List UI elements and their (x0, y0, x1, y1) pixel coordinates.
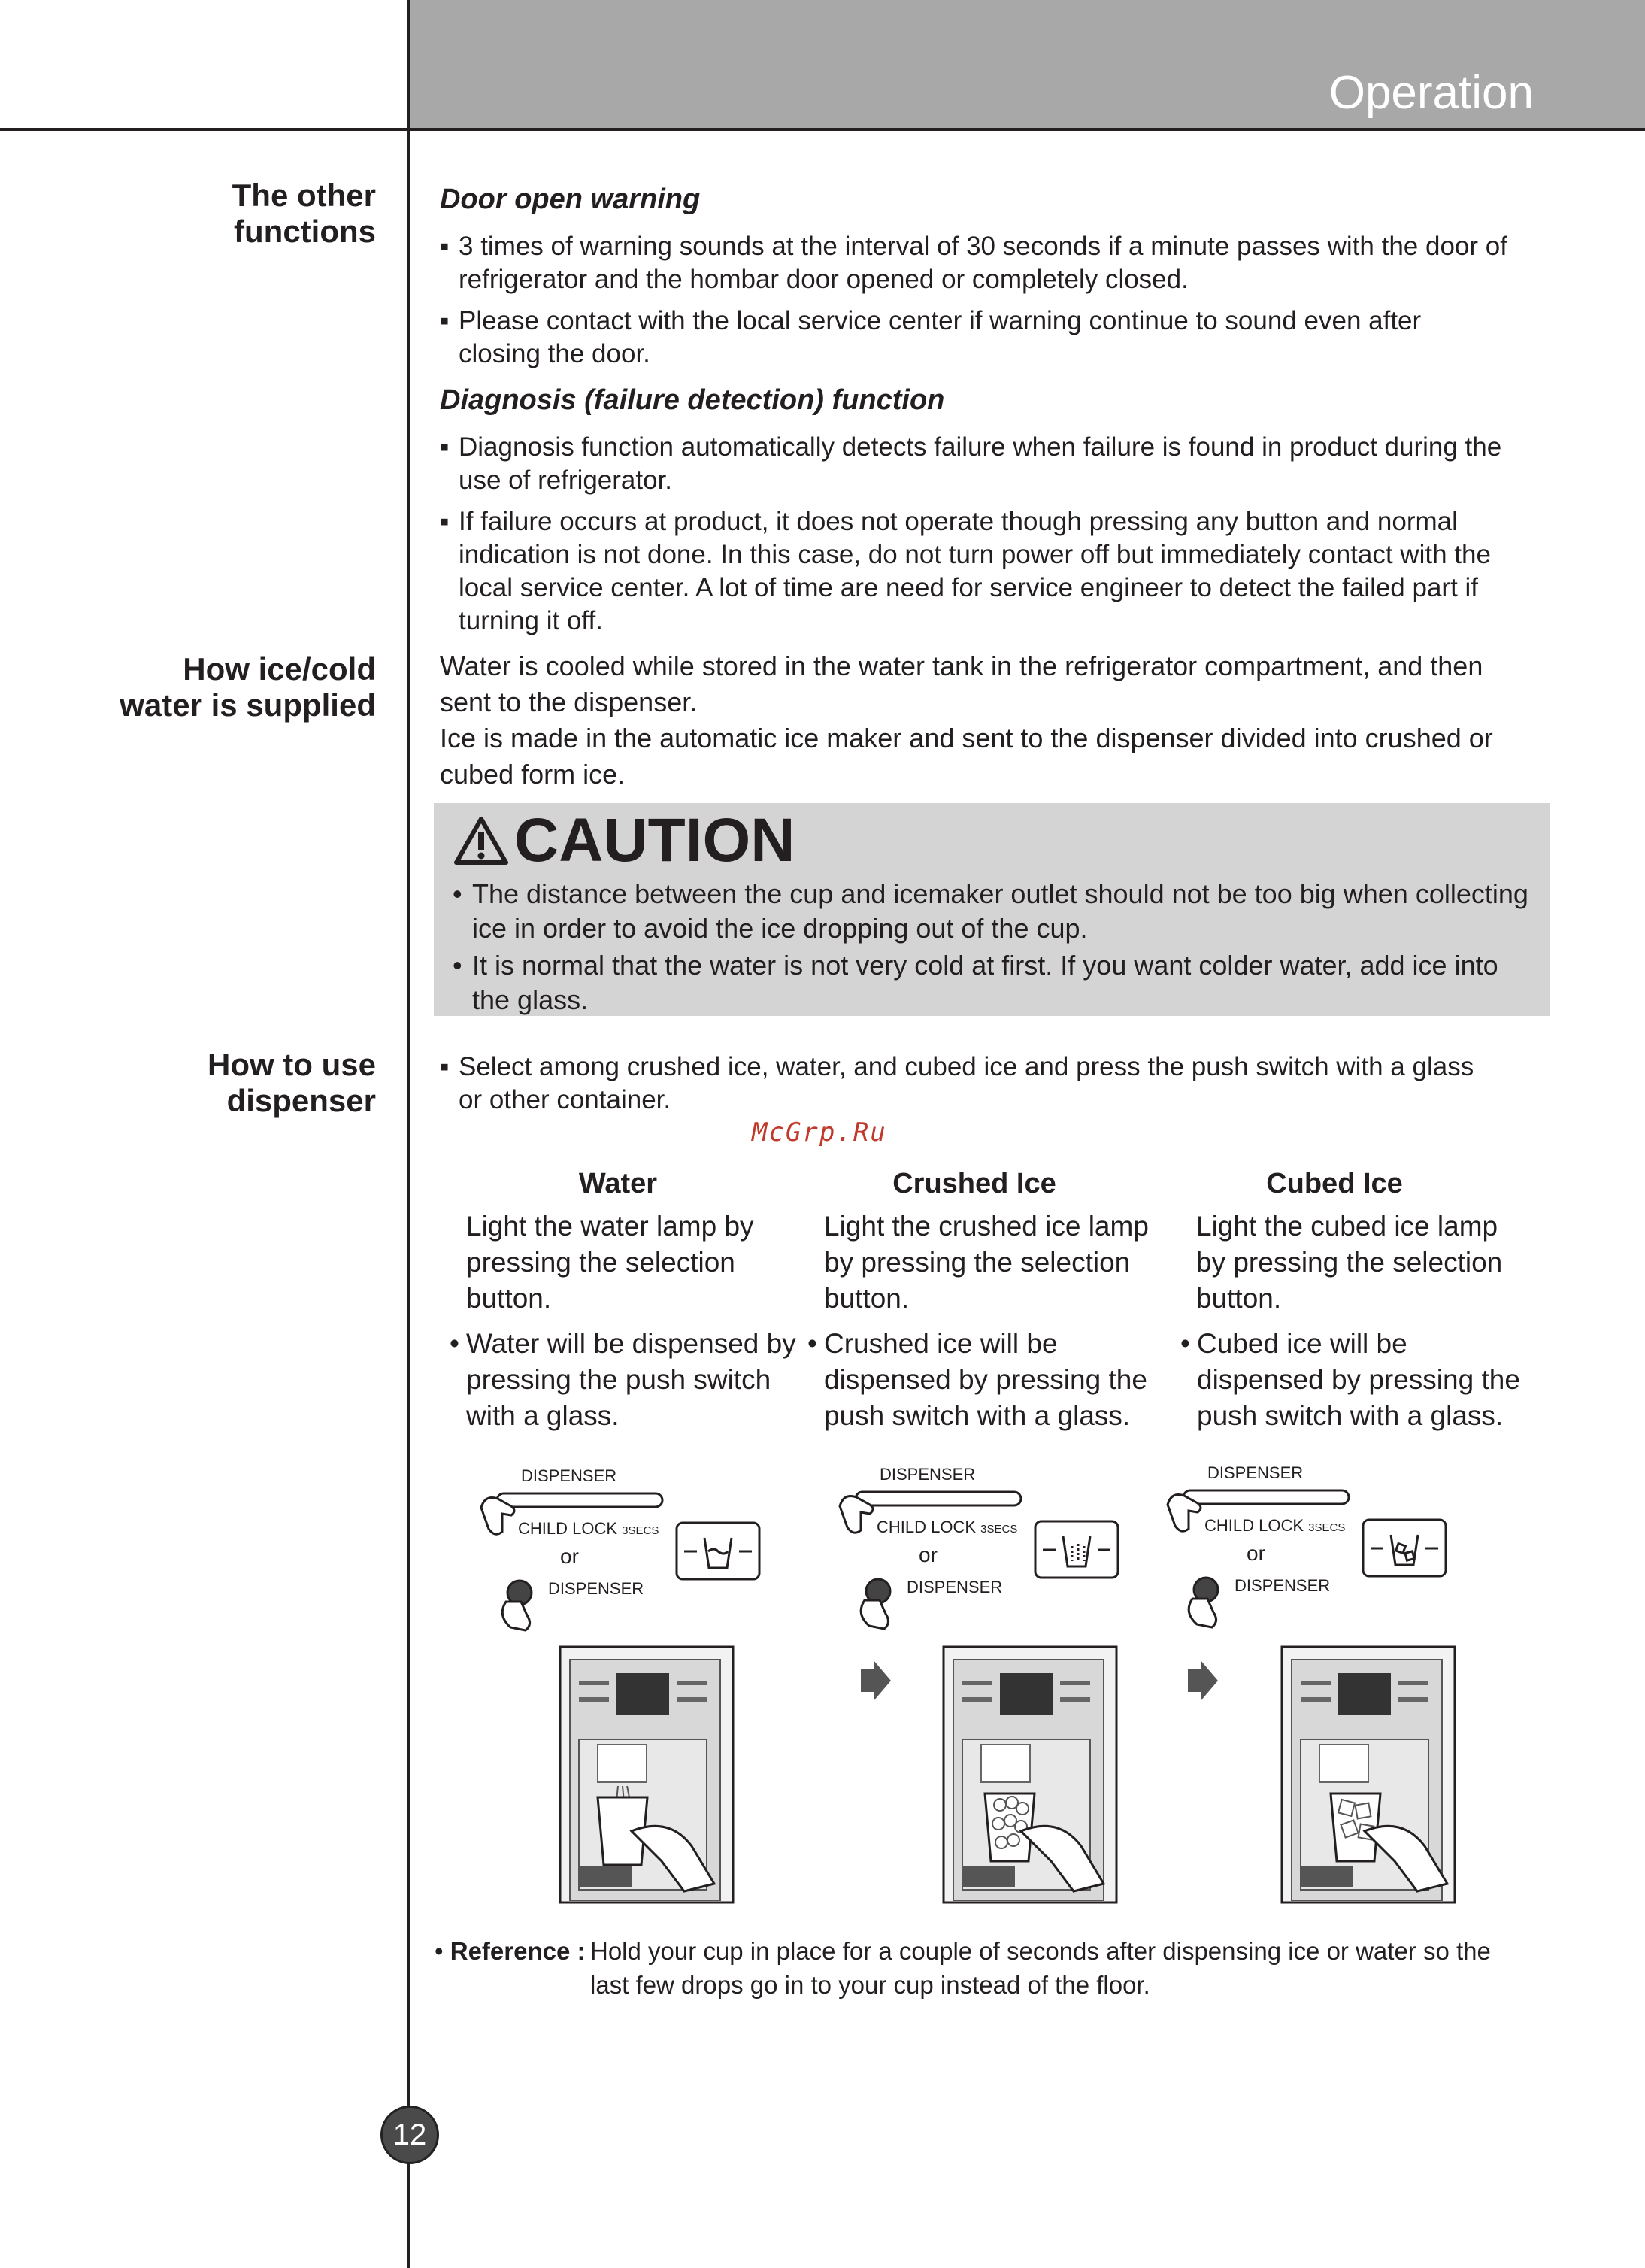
column-text-cubed: Light the cubed ice lamp by pressing the selection button. (1196, 1211, 1503, 1314)
column-text-crushed: Light the crushed ice lamp by pressing the selection button. (824, 1211, 1149, 1314)
door-warning-title: Door open warning (440, 183, 701, 215)
caution-bullet: • The distance between the cup and icemaker outlet should not be too big when collecting ice in order to avoid the ice dropping out of the cup. (453, 878, 1528, 944)
dispenser-illustration-crushed (940, 1643, 1135, 1910)
column-title-water: Water (578, 1168, 658, 1199)
dispenser-illustration-cubed (1278, 1643, 1474, 1910)
water-glass-icon (684, 1538, 752, 1568)
dispenser-illustration-water (556, 1643, 752, 1910)
column-bullet-water: • Water will be dispensed by pressing the push switch with a glass. (450, 1328, 796, 1431)
warning-triangle-icon (454, 816, 508, 866)
watermark: McGrp.Ru (752, 1117, 887, 1148)
diagnosis-bullet: ▪ If failure occurs at product, it does not operate though pressing any button and normal indication is not done. In this case, do not turn power off but immediately contact with the local service center. A lot of time are need for service engineer to detect the failed part if turning it off. (440, 507, 1491, 635)
ice-supply-para: Ice is made in the automatic ice maker and sent to the dispenser divided into crushed or cubed form ice. (440, 723, 1493, 790)
diagnosis-title: Diagnosis (failure detection) function (440, 384, 945, 416)
door-warning-bullet: ▪ Please contact with the local service center if warning continue to sound even after closing the door. (440, 306, 1422, 368)
caution-bullet: • It is normal that the water is not very cold at first. If you want colder water, add ice into the glass. (453, 950, 1498, 1015)
control-panel-cubed: DISPENSER CHILD LOCK 3SECS or DISPENSER (1156, 1463, 1457, 1644)
column-bullet-cubed: • Cubed ice will be dispensed by pressing the push switch with a glass. (1180, 1328, 1520, 1431)
control-panel-crushed: DISPENSER CHILD LOCK 3SECS or DISPENSER (829, 1465, 1129, 1645)
arrow-right-icon (1184, 1654, 1222, 1692)
heading-other-functions: The other functions (232, 177, 376, 249)
door-warning-bullet: ▪ 3 times of warning sounds at the interval of 30 seconds if a minute passes with the door of refrigerator and the hombar door opened or completely closed. (440, 232, 1507, 294)
column-title-crushed: Crushed Ice (892, 1168, 1056, 1199)
arrow-right-icon (857, 1654, 895, 1692)
pointing-hand-icon (481, 1498, 514, 1535)
pointing-hand-icon (1168, 1495, 1201, 1532)
cubed-ice-icon (1371, 1535, 1438, 1565)
caution-heading: CAUTION (454, 805, 795, 877)
section-title: Operation (1328, 67, 1534, 119)
margin-divider (407, 0, 410, 2268)
diagnosis-bullet: ▪ Diagnosis function automatically detects failure when failure is found in product during the use of refrigerator. (440, 432, 1502, 495)
heading-ice-supply: How ice/cold water is supplied (120, 651, 376, 723)
control-panel-water: DISPENSER CHILD LOCK 3SECS or DISPENSER (470, 1466, 771, 1647)
heading-dispenser: How to use dispenser (207, 1047, 376, 1118)
column-title-cubed: Cubed Ice (1266, 1168, 1403, 1199)
crushed-ice-icon (1043, 1536, 1110, 1566)
dispenser-intro: ▪ Select among crushed ice, water, and cubed ice and press the push switch with a glass or other container. (440, 1052, 1474, 1114)
top-divider (0, 128, 1645, 131)
page-number: 12 (380, 2106, 439, 2164)
pointing-hand-icon (840, 1496, 873, 1533)
reference-note: • Reference : Hold your cup in place for a couple of seconds after dispensing ice or water so the last few drops go in to your cup instead of the floor. (435, 1937, 1491, 1999)
column-bullet-crushed: • Crushed ice will be dispensed by pressing the push switch with a glass. (807, 1328, 1147, 1431)
ice-supply-para: Water is cooled while stored in the water tank in the refrigerator compartment, and then sent to the dispenser. (440, 650, 1483, 717)
column-text-water: Light the water lamp by pressing the selection button. (466, 1211, 754, 1314)
